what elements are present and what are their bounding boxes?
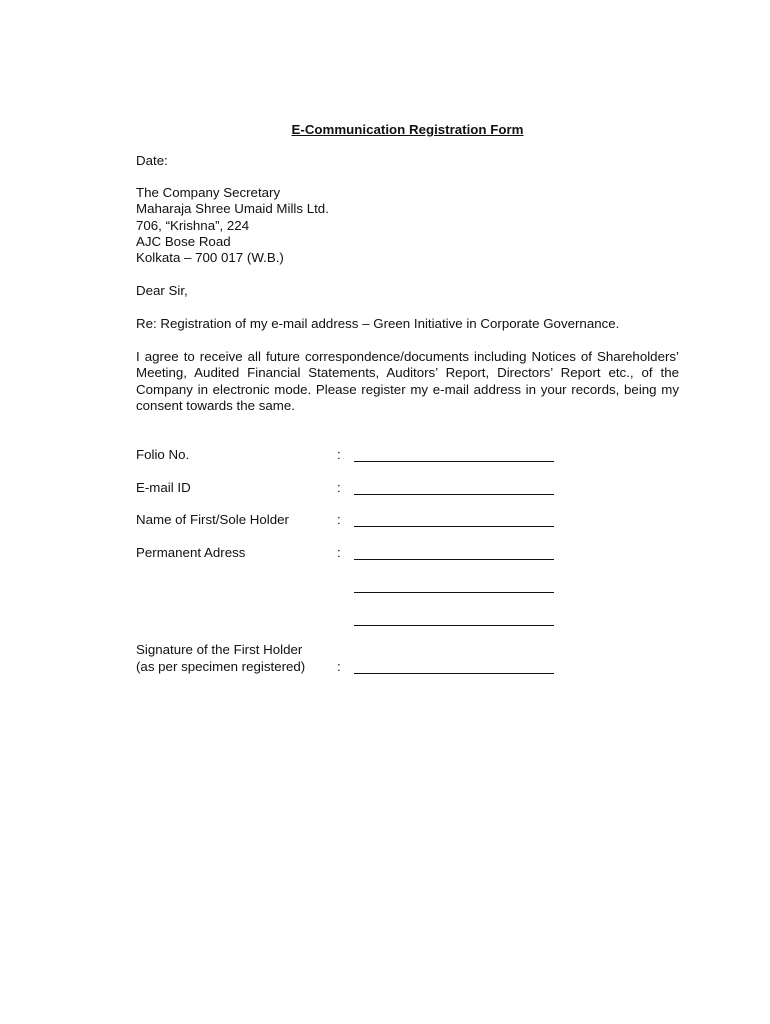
salutation: Dear Sir, <box>136 283 188 298</box>
field-colon: : <box>337 447 341 462</box>
form-title: E-Communication Registration Form <box>291 122 524 137</box>
holder-name-field[interactable] <box>136 512 556 532</box>
date-label: Date: <box>136 153 168 168</box>
address-input-line[interactable] <box>354 559 554 560</box>
field-colon: : <box>337 480 341 495</box>
address-line: The Company Secretary <box>136 185 281 200</box>
holder-name-label: Name of First/Sole Holder <box>136 512 289 527</box>
folio-label: Folio No. <box>136 447 190 462</box>
field-colon: : <box>337 659 341 674</box>
field-colon: : <box>337 512 341 527</box>
signature-label-line-2: (as per specimen registered) <box>136 658 306 674</box>
folio-input-line[interactable] <box>354 461 554 462</box>
holder-name-input-line[interactable] <box>354 526 554 527</box>
signature-input-line[interactable] <box>354 673 554 674</box>
consent-paragraph: I agree to receive all future correspondence/documents including Notices of Shareholders’ Meeting, Audited Financial Statements, Auditors’ Report, Directors’ Report etc., of the Company in electronic mode. Please register my e-mail address in your records, being my consent towards the same. <box>136 349 679 413</box>
field-colon: : <box>337 545 341 560</box>
address-label: Permanent Adress <box>136 545 246 560</box>
address-line: 706, “Krishna”, 224 <box>136 218 250 233</box>
email-label: E-mail ID <box>136 480 191 495</box>
signature-field[interactable] <box>136 659 556 679</box>
address-field[interactable] <box>136 545 556 565</box>
address-input-line-2[interactable] <box>354 592 554 593</box>
email-field[interactable] <box>136 480 556 500</box>
address-line: Kolkata – 700 017 (W.B.) <box>136 250 284 265</box>
address-input-line-3[interactable] <box>354 625 554 626</box>
folio-field[interactable] <box>136 447 556 467</box>
subject-line: Re: Registration of my e-mail address – Green Initiative in Corporate Governance. <box>136 316 620 331</box>
email-input-line[interactable] <box>354 494 554 495</box>
address-line: AJC Bose Road <box>136 234 231 249</box>
signature-label-line-1: Signature of the First Holder <box>136 642 303 657</box>
address-line: Maharaja Shree Umaid Mills Ltd. <box>136 201 329 216</box>
